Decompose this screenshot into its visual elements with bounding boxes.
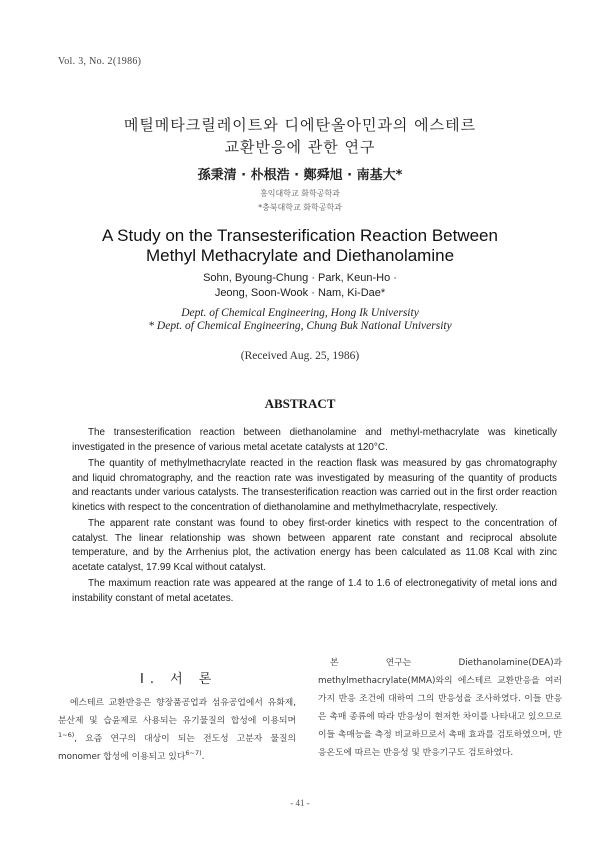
received-date: (Received Aug. 25, 1986) <box>240 350 360 362</box>
english-affiliation-1: Dept. of Chemical Engineering, Hong Ik University <box>181 307 419 319</box>
english-title-line2: Methyl Methacrylate and Diethanolamine <box>145 246 455 265</box>
abstract-paragraph-4: The maximum reaction rate was appeared at the range of 1.4 to 1.6 of electronegativity of metal ions and instability constant of metal acetates. <box>72 578 557 604</box>
korean-title-line2: 교환반응에 관한 연구 <box>224 138 376 156</box>
left-column-text-b: , 요즘 연구의 대상이 되는 전도성 고분자 물질의 monomer 합성에 이용되고 있다 <box>58 734 296 762</box>
citation-1: 1~6) <box>58 731 75 740</box>
korean-title-line1: 메틸메타크릴레이트와 디에탄올아민과의 에스테르 <box>123 116 477 134</box>
right-column-paragraph: 본 연구는 Diethanolamine(DEA)과 methylmethacrylate(MMA)와의 에스테르 교환반응을 여러가지 반응 조건에 대하여 그의 반응성을 조사하였다. 이들 반응은 촉매 종류에 따라 반응성이 현저한 차이를 나타내고 있으므로 이들 촉매능을 측정 비교하므로서 촉매 효과를 검토하였으며, 반응온도에 따르는 반응성 및 반응기구도 검토하였다. <box>318 658 562 758</box>
english-affiliation-2: * Dept. of Chemical Engineering, Chung Buk National University <box>148 320 452 332</box>
left-column-text-a: 에스테르 교환반응은 향장품공업과 섬유공업에서 유화제, 분산제 및 습윤제로 사용되는 유기물질의 합성에 이용되며 <box>58 698 296 726</box>
left-column-text-end: . <box>201 752 205 762</box>
korean-affiliation-2: *충북대학교 화학공학과 <box>258 203 342 212</box>
abstract-body <box>72 426 557 608</box>
page-number: - 41 - <box>290 798 310 808</box>
abstract-paragraph-2: The quantity of methylmethacrylate reacted in the reaction flask was measured by gas chromatography and liquid chromatography, and the reaction rate was investigated by measuring of the quantity of products and reactants under various catalysts. The transesterification reaction was carried out in the first order reaction kinetics with respect to the concentration of diethanolamine and methylmethacrylate, respectively. <box>72 458 557 513</box>
citation-2: 6~7) <box>185 749 202 758</box>
introduction-heading: I. 서 론 <box>140 672 218 687</box>
right-column-text <box>318 654 562 762</box>
abstract-heading: ABSTRACT <box>264 396 336 411</box>
english-title-line1: A Study on the Transesterification Reaction Between <box>102 226 498 245</box>
abstract-paragraph-3: The apparent rate constant was found to obey first-order kinetics with respect to the concentration of catalyst. The linear relationship was shown between apparent rate constant and reciprocal absolute temperature, and by the Arrhenius plot, the activation energy has been calculated as 11.08 Kcal with zinc acetate catalyst, 17.99 Kcal without catalyst. <box>72 518 557 573</box>
korean-affiliation-1: 홍익대학교 화학공학과 <box>260 189 340 198</box>
abstract-paragraph-1: The transesterification reaction between diethanolamine and methyl-methacrylate was kinetically investigated in the presence of various metal acetate catalysts at 120°C. <box>72 427 557 453</box>
english-authors-line1: Sohn, Byoung-Chung · Park, Keun-Ho · <box>203 272 397 284</box>
english-authors-line2: Jeong, Soon-Wook · Nam, Ki-Dae* <box>214 287 386 299</box>
volume-header: Vol. 3, No. 2(1986) <box>58 56 142 67</box>
korean-authors: 孫秉清 · 朴根浩 · 鄭舜旭 · 南基大* <box>197 168 403 183</box>
left-column-text <box>58 694 296 766</box>
